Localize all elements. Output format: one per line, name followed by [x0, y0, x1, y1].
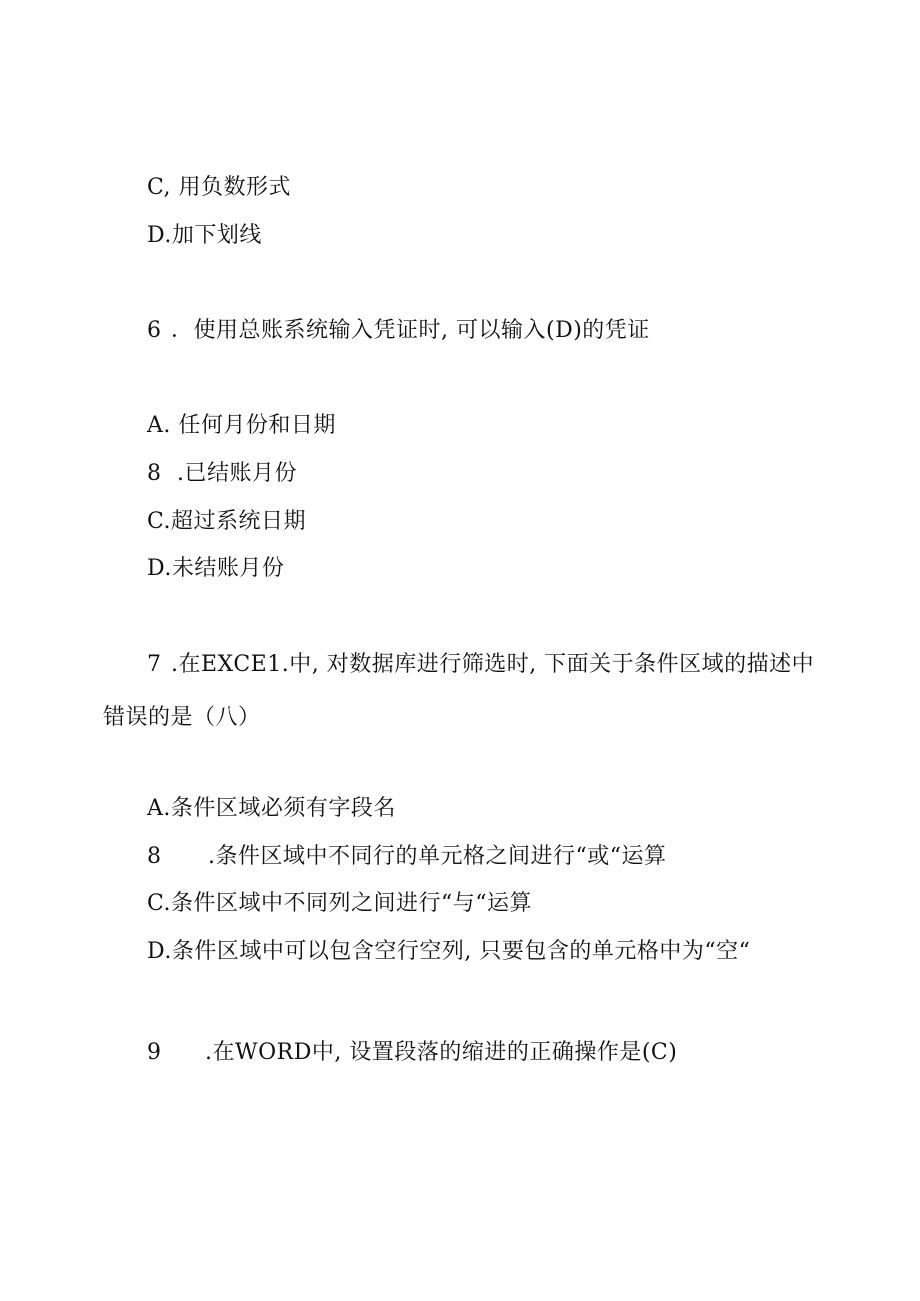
- option-a-field-name: [147, 794, 396, 824]
- option-text: C.条件区域中不同列之间进行“与“运算: [147, 891, 533, 916]
- option-text: D.条件区域中可以包含空行空列, 只要包含的单元格中为“空“: [147, 939, 751, 964]
- question-6: [147, 316, 650, 346]
- question-number: 9: [147, 1040, 162, 1065]
- question-text: ．使用总账系统输入凭证时, 可以输入(D)的凭证: [171, 318, 650, 343]
- option-text: A.条件区域必须有字段名: [147, 796, 396, 821]
- question-7-continuation: [103, 703, 261, 733]
- option-b-or-operation: [147, 842, 667, 872]
- option-number: 8: [147, 461, 162, 486]
- option-b-closed-month: [147, 459, 297, 489]
- question-text: .在WORD中, 设置段落的缩进的正确操作是(C): [205, 1040, 678, 1065]
- option-c-negative-form: [147, 173, 291, 203]
- question-7: [147, 650, 814, 680]
- option-number: 8: [147, 844, 162, 869]
- option-c-beyond-date: [147, 507, 306, 537]
- question-text: .在EXCE1.中, 对数据库进行筛选时, 下面关于条件区域的描述中: [171, 652, 815, 677]
- option-d-open-month: [147, 554, 284, 584]
- option-text: D.未结账月份: [147, 556, 285, 581]
- question-number: 6: [147, 318, 162, 343]
- option-d-underline: [147, 221, 262, 251]
- option-text: .已结账月份: [177, 461, 297, 486]
- option-text: A. 任何月份和日期: [147, 413, 336, 438]
- option-text: D.加下划线: [147, 223, 262, 248]
- question-number: 7: [147, 652, 162, 677]
- option-c-and-operation: [147, 889, 532, 919]
- question-text: 错误的是（八）: [103, 705, 261, 730]
- option-text: .条件区域中不同行的单元格之间进行“或“运算: [208, 844, 667, 869]
- option-a-any-month: [147, 411, 336, 441]
- option-text: C.超过系统日期: [147, 509, 307, 534]
- option-d-empty-rows: [147, 937, 750, 967]
- option-text: C, 用负数形式: [147, 175, 292, 200]
- question-9: [147, 1038, 677, 1068]
